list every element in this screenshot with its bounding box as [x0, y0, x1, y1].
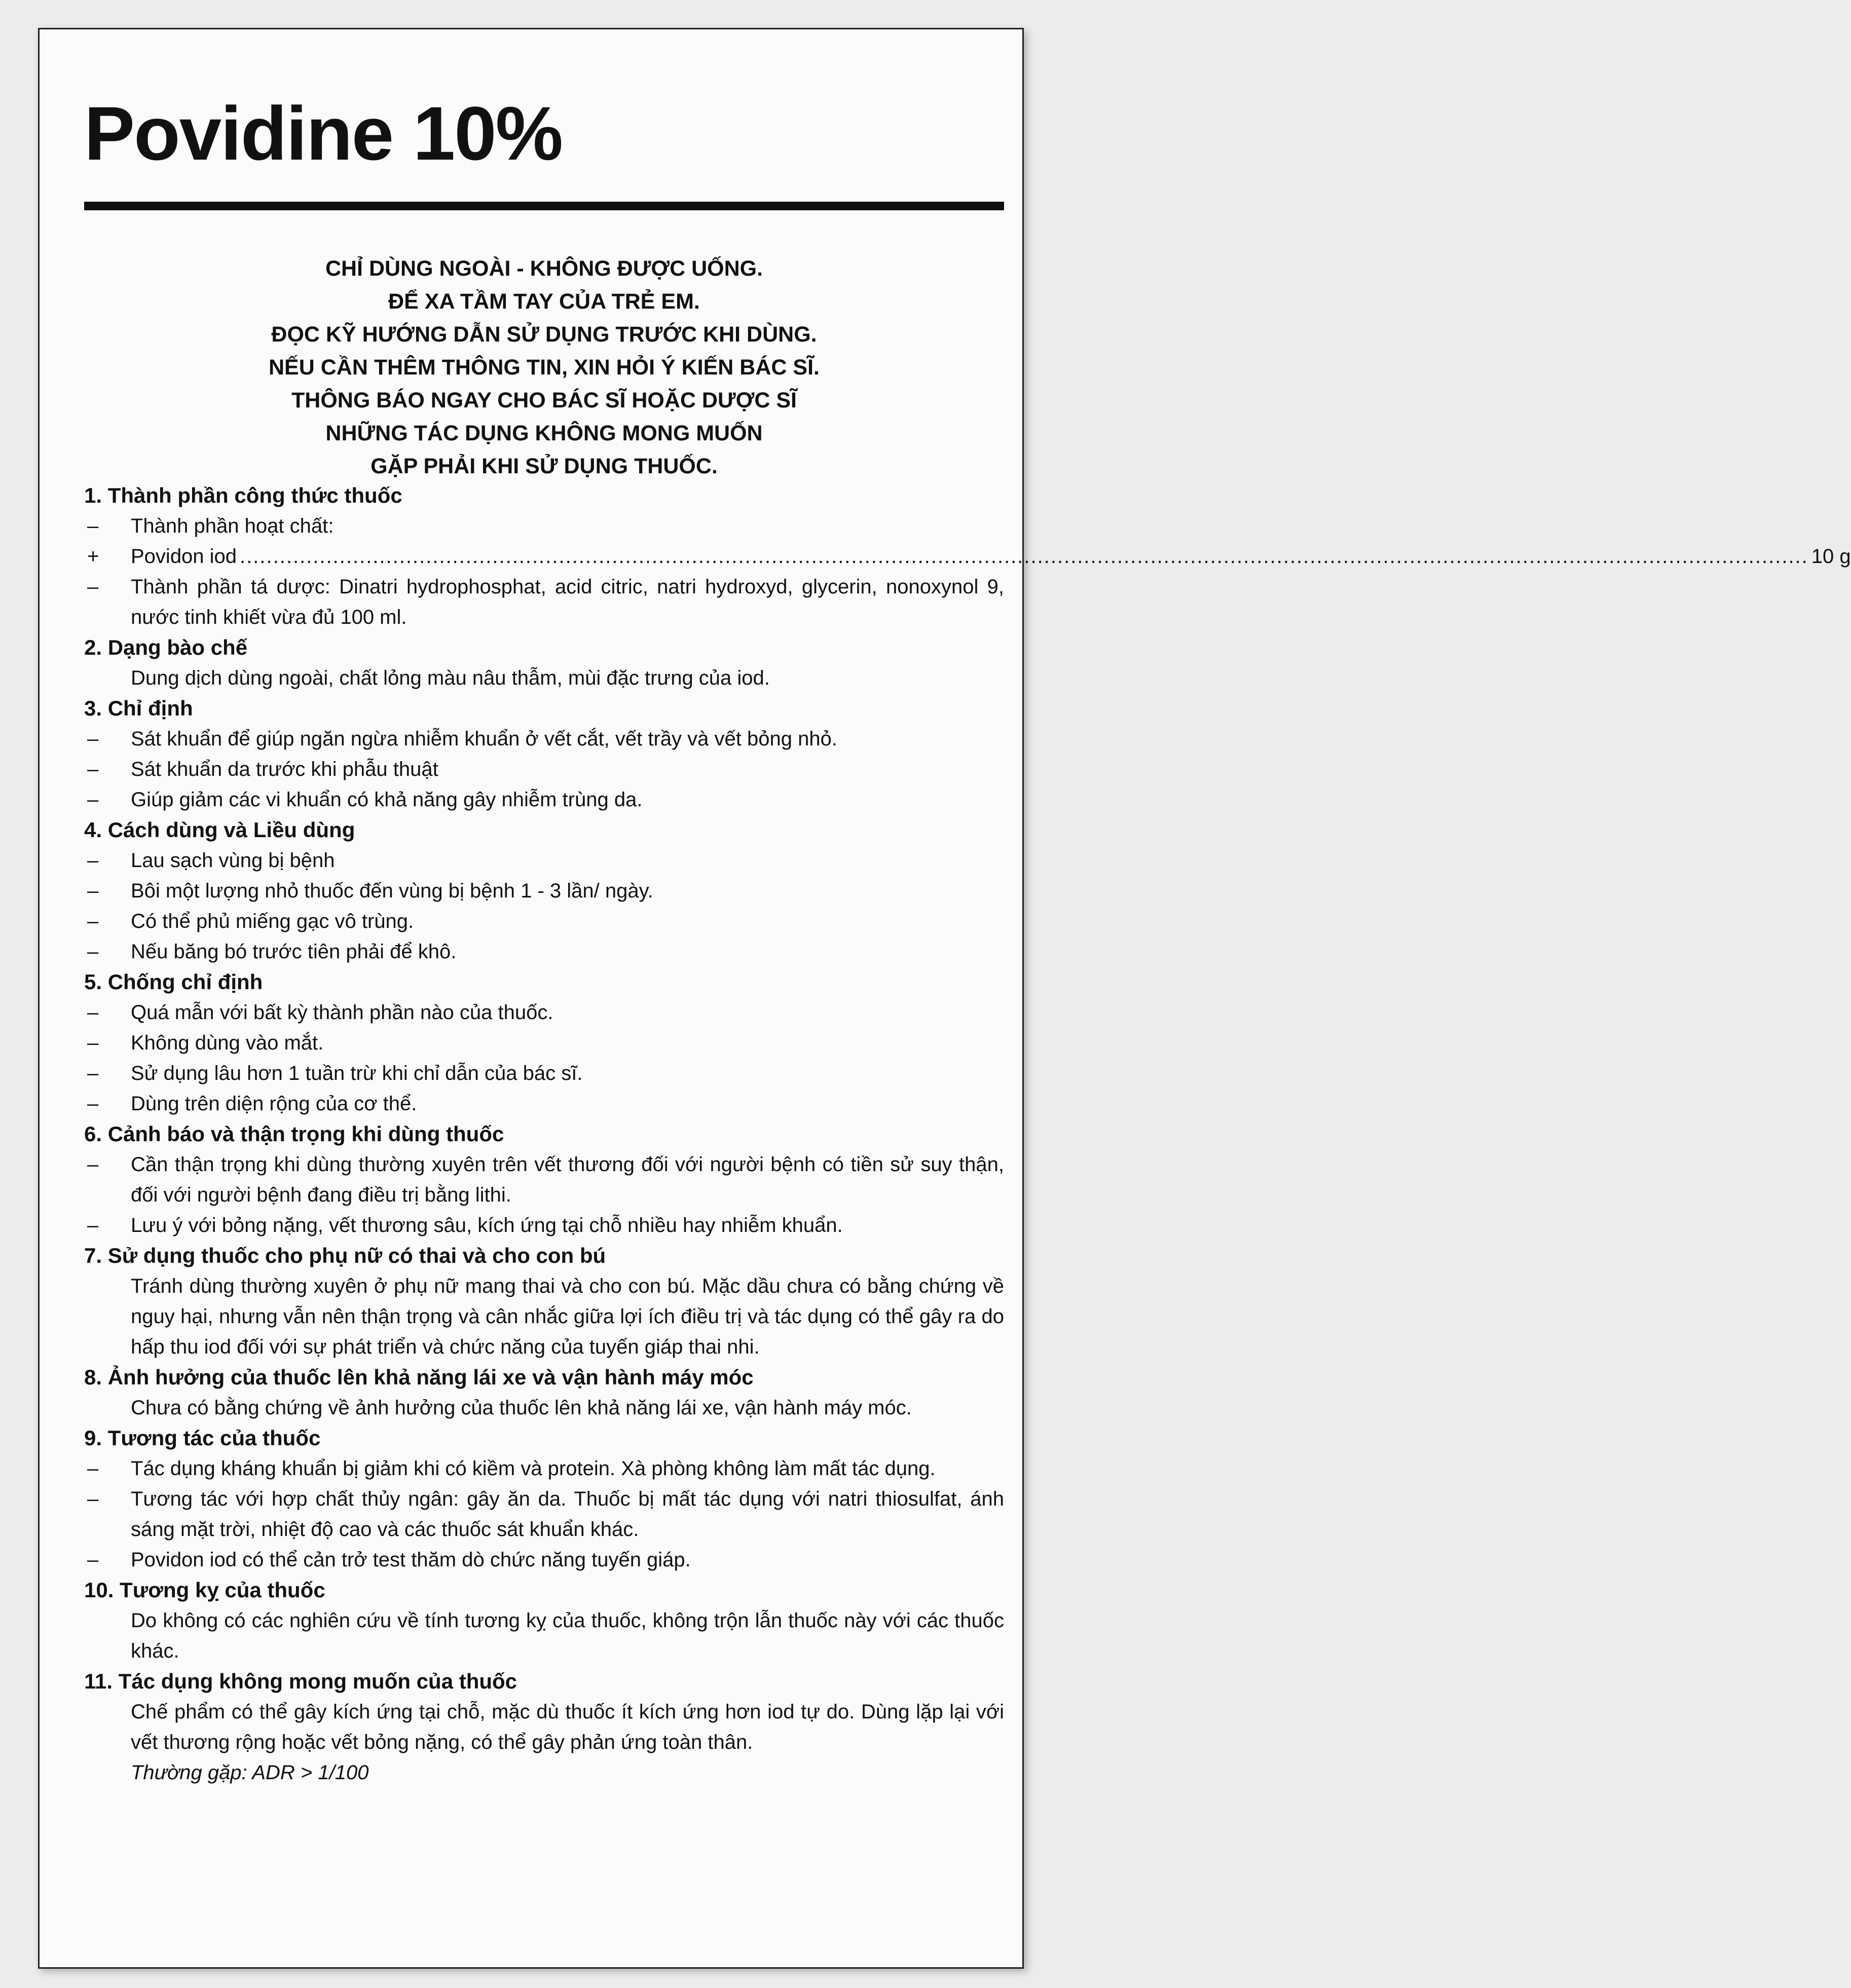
warning-block — [84, 252, 1004, 483]
list-item: – Lưu ý với bỏng nặng, vết thương sâu, kích ứng tại chỗ nhiều hay nhiễm khuẩn. — [84, 1210, 1004, 1241]
warning-line: NHỮNG TÁC DỤNG KHÔNG MONG MUỐN — [325, 421, 763, 445]
section-title-driving: 8. Ảnh hưởng của thuốc lên khả năng lái xe và vận hành máy móc — [84, 1365, 754, 1389]
dash-marker: – — [87, 515, 99, 537]
section-title-indications: 3. Chỉ định — [84, 696, 193, 720]
dash-marker: – — [87, 1457, 99, 1480]
section-title-composition: 1. Thành phần công thức thuốc — [84, 483, 402, 507]
section-title-pregnancy: 7. Sử dụng thuốc cho phụ nữ có thai và cho con bú — [84, 1244, 606, 1267]
list-item: – Có thể phủ miếng gạc vô trùng. — [84, 906, 1004, 936]
section-title-usage: 4. Cách dùng và Liều dùng — [84, 818, 355, 842]
section-title-dosage-form: 2. Dạng bào chế — [84, 635, 248, 659]
excipients-text: Thành phần tá dược: Dinatri hydrophosphat, acid citric, natri hydroxyd, glycerin, nonoxynol 9, nước tinh khiết vừa đủ 100 ml. — [131, 576, 1004, 628]
list-item: – Giúp giảm các vi khuẩn có khả năng gây nhiễm trùng da. — [84, 784, 1004, 815]
dash-marker: – — [87, 1062, 99, 1084]
dash-marker: – — [87, 1153, 99, 1176]
dash-marker: – — [87, 758, 99, 780]
dash-marker: – — [87, 1549, 99, 1571]
warning-line: CHỈ DÙNG NGOÀI - KHÔNG ĐƯỢC UỐNG. — [325, 256, 763, 281]
dash-marker: – — [87, 941, 99, 963]
list-item: – Không dùng vào mắt. — [84, 1028, 1004, 1058]
leaflet-page — [38, 28, 1851, 1969]
warning-line: ĐỂ XA TẦM TAY CỦA TRẺ EM. — [388, 289, 700, 314]
frequency-note: Thường gặp: ADR > 1/100 — [131, 1761, 369, 1784]
dash-marker: – — [87, 910, 99, 932]
section-title-warnings: 6. Cảnh báo và thận trọng khi dùng thuốc — [84, 1122, 504, 1146]
section-text: Chế phẩm có thể gây kích ứng tại chỗ, mặc dù thuốc ít kích ứng hơn iod tự do. Dùng lặp lại với vết thương rộng hoặc vết bỏng nặng, có thể gây phản ứng toàn thân. — [131, 1701, 1004, 1753]
list-item: – Cần thận trọng khi dùng thường xuyên trên vết thương đối với người bệnh có tiền sử suy thận, đối với người bệnh đang điều trị bằng lithi. — [84, 1149, 1004, 1210]
product-title: Povidine 10% — [84, 91, 563, 176]
plus-marker: + — [87, 545, 99, 568]
warning-line: NẾU CẦN THÊM THÔNG TIN, XIN HỎI Ý KIẾN BÁC SĨ. — [269, 355, 820, 380]
active-ingredient-name: Povidon iod — [131, 545, 237, 568]
dash-marker: – — [87, 576, 99, 598]
dash-marker: – — [87, 849, 99, 872]
section-text: Tránh dùng thường xuyên ở phụ nữ mang thai và cho con bú. Mặc dầu chưa có bằng chứng về nguy hại, nhưng vẫn nên thận trọng và cân nhắc giữa lợi ích điều trị và tác dụng có thể gây ra do hấp thu iod đối với sự phát triển và chức năng của tuyến giáp thai nhi. — [131, 1275, 1004, 1358]
leaflet-content — [84, 480, 1851, 1788]
list-item: – Lau sạch vùng bị bệnh — [84, 845, 1004, 876]
list-item: – Thành phần hoạt chất: — [84, 511, 1004, 541]
section-title-incompatibilities: 10. Tương kỵ của thuốc — [84, 1578, 325, 1602]
section-title-contraindications: 5. Chống chỉ định — [84, 970, 263, 994]
dash-marker: – — [87, 880, 99, 902]
warning-line: GẶP PHẢI KHI SỬ DỤNG THUỐC. — [371, 454, 718, 478]
dash-marker: – — [87, 1214, 99, 1236]
active-ingredient-line — [131, 541, 1851, 572]
section-text: Chưa có bằng chứng về ảnh hưởng của thuốc lên khả năng lái xe, vận hành máy móc. — [131, 1397, 912, 1419]
list-item: – Bôi một lượng nhỏ thuốc đến vùng bị bệnh 1 - 3 lần/ ngày. — [84, 876, 1004, 906]
list-item: – Povidon iod có thể cản trở test thăm dò chức năng tuyến giáp. — [84, 1545, 1004, 1575]
section-title-interactions: 9. Tương tác của thuốc — [84, 1426, 321, 1450]
dash-marker: – — [87, 1032, 99, 1054]
dash-marker: – — [87, 1001, 99, 1024]
dash-marker: – — [87, 728, 99, 750]
list-item: – Sát khuẩn da trước khi phẫu thuật — [84, 754, 1004, 784]
section-text: Do không có các nghiên cứu về tính tương kỵ của thuốc, không trộn lẫn thuốc này với các thuốc khác. — [131, 1609, 1004, 1662]
active-ingredient-amount: 10 g — [1811, 545, 1851, 568]
dash-marker: – — [87, 1093, 99, 1115]
list-item: – Quá mẫn với bất kỳ thành phần nào của thuốc. — [84, 997, 1004, 1028]
dash-marker: – — [87, 1488, 99, 1510]
warning-line: ĐỌC KỸ HƯỚNG DẪN SỬ DỤNG TRƯỚC KHI DÙNG. — [271, 322, 817, 347]
list-item — [84, 541, 1851, 572]
section-text: Dung dịch dùng ngoài, chất lỏng màu nâu thẫm, mùi đặc trưng của iod. — [131, 667, 770, 689]
list-item: – Tương tác với hợp chất thủy ngân: gây ăn da. Thuốc bị mất tác dụng với natri thiosulfat, ánh sáng mặt trời, nhiệt độ cao và các thuốc sát khuẩn khác. — [84, 1484, 1004, 1545]
list-item: – Sử dụng lâu hơn 1 tuần trừ khi chỉ dẫn của bác sĩ. — [84, 1058, 1004, 1089]
dot-leader: ............................................................................................................................................................................................................................................ — [240, 545, 1808, 568]
list-item: – Dùng trên diện rộng của cơ thể. — [84, 1089, 1004, 1119]
list-item: – Nếu băng bó trước tiên phải để khô. — [84, 936, 1004, 967]
title-rule — [84, 202, 1004, 210]
warning-line: THÔNG BÁO NGAY CHO BÁC SĨ HOẶC DƯỢC SĨ — [291, 388, 797, 412]
list-item: – Sát khuẩn để giúp ngăn ngừa nhiễm khuẩn ở vết cắt, vết trầy và vết bỏng nhỏ. — [84, 724, 1004, 754]
list-item — [84, 572, 1004, 632]
section-title-adverse-effects: 11. Tác dụng không mong muốn của thuốc — [84, 1669, 517, 1693]
dash-marker: – — [87, 789, 99, 811]
list-item: – Tác dụng kháng khuẩn bị giảm khi có kiềm và protein. Xà phòng không làm mất tác dụng. — [84, 1453, 1004, 1484]
